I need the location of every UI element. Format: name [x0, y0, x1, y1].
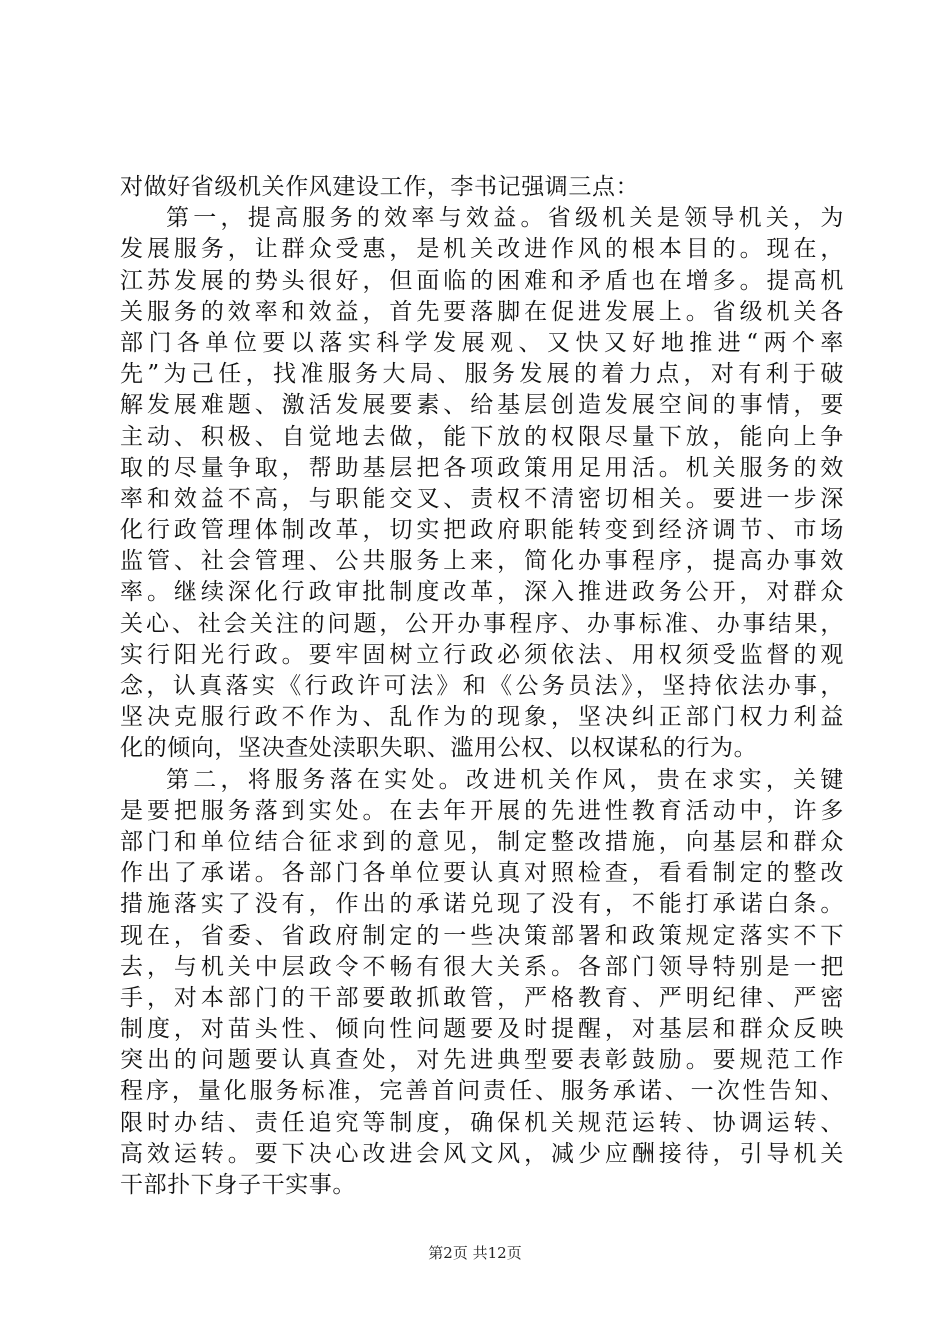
text-line: 关服务的效率和效益，首先要落脚在促进发展上。省级机关各 — [120, 298, 844, 325]
text-line: 先”为己任，找准服务大局、服务发展的着力点，对有利于破 — [120, 361, 844, 388]
text-line: 措施落实了没有，作出的承诺兑现了没有，不能打承诺白条。 — [120, 891, 844, 918]
text-line: 解发展难题、激活发展要素、给基层创造发展空间的事情，要 — [120, 392, 844, 419]
text-line: 手，对本部门的干部要敢抓敢管，严格教育、严明纪律、严密 — [120, 984, 844, 1011]
text-line: 部门和单位结合征求到的意见，制定整改措施，向基层和群众 — [120, 828, 844, 855]
text-line: 实行阳光行政。要牢固树立行政必须依法、用权须受监督的观 — [120, 641, 844, 668]
text-line: 限时办结、责任追究等制度，确保机关规范运转、协调运转、 — [120, 1109, 844, 1136]
text-line: 率和效益不高，与职能交叉、责权不清密切相关。要进一步深 — [120, 485, 844, 512]
text-line: 监管、社会管理、公共服务上来，简化办事程序，提高办事效 — [120, 548, 844, 575]
text-line: 去，与机关中层政令不畅有很大关系。各部门领导特别是一把 — [120, 953, 844, 980]
text-line: 第一，提高服务的效率与效益。省级机关是领导机关，为 — [166, 205, 844, 232]
text-line: 发展服务，让群众受惠，是机关改进作风的根本目的。现在， — [120, 236, 844, 263]
text-line: 率。继续深化行政审批制度改革，深入推进政务公开，对群众 — [120, 579, 844, 606]
text-line: 对做好省级机关作风建设工作，李书记强调三点： — [120, 174, 640, 200]
text-line: 作出了承诺。各部门各单位要认真对照检查，看看制定的整改 — [120, 860, 844, 887]
text-line: 程序，量化服务标准，完善首问责任、服务承诺、一次性告知、 — [120, 1078, 844, 1105]
text-line: 干部扑下身子干实事。 — [120, 1172, 356, 1198]
text-line: 江苏发展的势头很好，但面临的困难和矛盾也在增多。提高机 — [120, 267, 844, 294]
text-line: 是要把服务落到实处。在去年开展的先进性教育活动中，许多 — [120, 797, 844, 824]
text-line: 念，认真落实《行政许可法》和《公务员法》，坚持依法办事， — [120, 673, 844, 699]
text-line: 第二，将服务落在实处。改进机关作风，贵在求实，关键 — [166, 766, 844, 793]
text-line: 化的倾向，坚决查处渎职失职、滥用公权、以权谋私的行为。 — [120, 735, 758, 762]
text-line: 制度，对苗头性、倾向性问题要及时提醒，对基层和群众反映 — [120, 1016, 844, 1043]
text-line: 部门各单位要以落实科学发展观、又快又好地推进“两个率 — [120, 329, 844, 356]
text-line: 现在，省委、省政府制定的一些决策部署和政策规定落实不下 — [120, 922, 844, 949]
text-line: 坚决克服行政不作为、乱作为的现象，坚决纠正部门权力利益 — [120, 704, 844, 731]
page-number-footer: 第2页 共12页 — [428, 1244, 522, 1262]
document-body — [120, 172, 844, 1201]
text-line: 主动、积极、自觉地去做，能下放的权限尽量下放，能向上争 — [120, 423, 844, 450]
text-line: 取的尽量争取，帮助基层把各项政策用足用活。机关服务的效 — [120, 454, 844, 481]
text-line: 化行政管理体制改革，切实把政府职能转变到经济调节、市场 — [120, 517, 844, 544]
text-line: 关心、社会关注的问题，公开办事程序、办事标准、办事结果， — [120, 610, 844, 637]
text-line: 高效运转。要下决心改进会风文风，减少应酬接待，引导机关 — [120, 1140, 844, 1167]
text-line: 突出的问题要认真查处，对先进典型要表彰鼓励。要规范工作 — [120, 1047, 844, 1074]
